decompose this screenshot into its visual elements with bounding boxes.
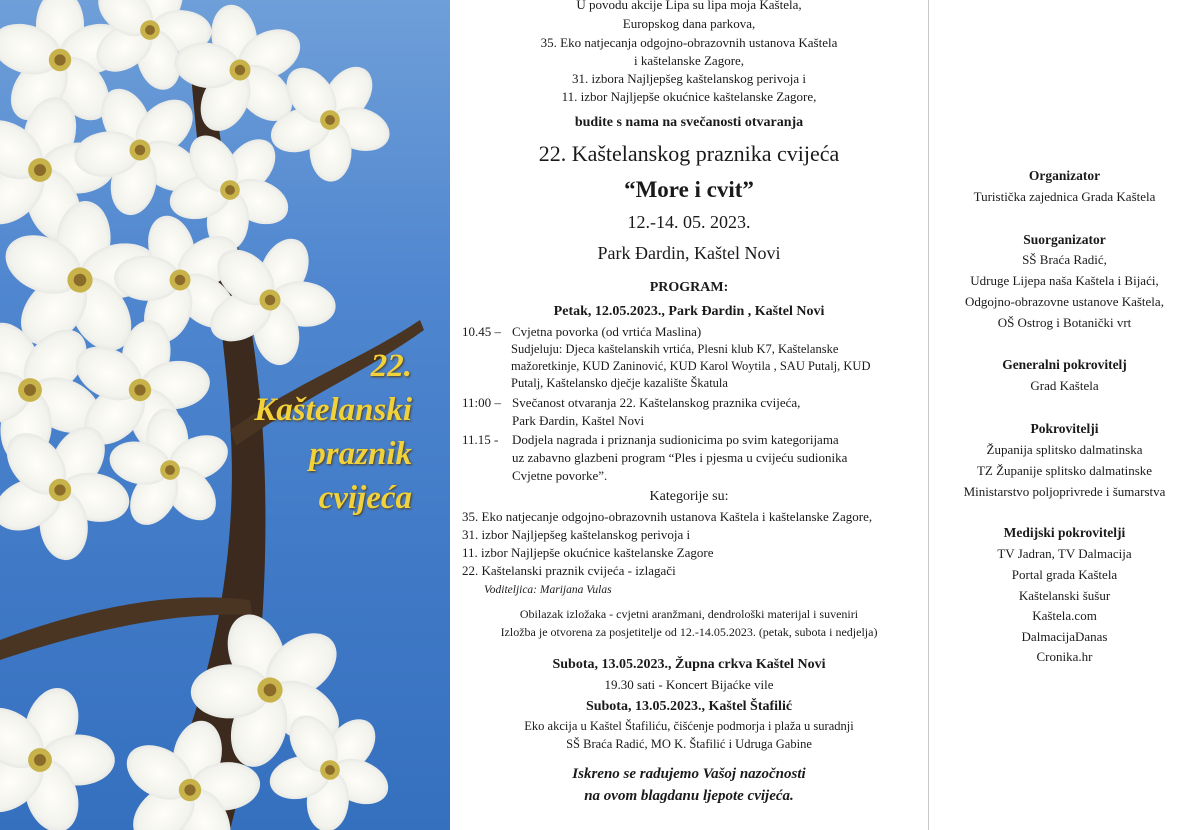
exhibition-line: Obilazak izložaka - cvjetni aranžmani, dendrološki materijal i suveniri: [519, 607, 859, 621]
column-divider: [928, 0, 929, 830]
patrons-heading: Pokrovitelji: [1030, 421, 1099, 436]
time-label: 11:00 –: [462, 395, 501, 410]
co-organizer-name: OŠ Ostrog i Botanički vrt: [997, 315, 1132, 330]
program-item: Svečanost otvaranja 22. Kaštelanskog praznika cvijeća,: [512, 395, 801, 410]
intro-line: U povodu akcije Lipa su lipa moja Kaštela,: [576, 0, 802, 12]
day1-heading: Petak, 12.05.2023., Park Đardin , Kaštel Novi: [553, 304, 825, 319]
category-item: 11. izbor Najljepše okućnice kaštelanske Zagore: [462, 545, 714, 560]
patron-name: Ministarstvo poljoprivrede i šumarstva: [963, 484, 1166, 499]
program-item: mažoretkinje, KUD Zaninović, KUD Karol Woytila , SAU Putalj, KUD: [511, 359, 871, 373]
media-sponsor: Kaštela.com: [1032, 608, 1097, 623]
day3-heading: Subota, 13.05.2023., Kaštel Štafilić: [585, 699, 793, 714]
poster-title-line: cvijeća: [318, 480, 412, 516]
event-dates: 12.-14. 05. 2023.: [627, 212, 751, 232]
co-organizer-heading: Suorganizator: [1023, 232, 1106, 247]
program-item: Sudjeluju: Djeca kaštelanskih vrtića, Plesni klub K7, Kaštelanske: [511, 342, 839, 356]
day3-line: Eko akcija u Kaštel Štafiliću, čišćenje podmorja i plaža u suradnji: [524, 719, 854, 733]
media-heading: Medijski pokrovitelji: [1003, 525, 1126, 540]
intro-line: 31. izbora Najljepšeg kaštelanskog perivoja i: [572, 71, 806, 86]
program-item: Dodjela nagrada i priznanja sudionicima po svim kategorijama: [512, 432, 839, 447]
co-organizer-name: SŠ Braća Radić,: [1022, 252, 1107, 267]
day2-heading: Subota, 13.05.2023., Župna crkva Kaštel Novi: [552, 657, 826, 672]
program-item: Putalj, Kaštelansko dječje kazalište Škatula: [511, 376, 728, 390]
program-item: Park Đardin, Kaštel Novi: [512, 413, 645, 428]
program-item: Cvjetna povorka (od vrtića Maslina): [512, 324, 702, 339]
categories-heading: Kategorije su:: [649, 489, 729, 504]
host-credit: Voditeljica: Marijana Vulas: [484, 584, 612, 596]
intro-line: 35. Eko natjecanja odgojno-obrazovnih ustanova Kaštela: [540, 35, 838, 50]
exhibition-line: Izložba je otvorena za posjetitelje od 12.-14.05.2023. (petak, subota i nedjelja): [500, 625, 878, 639]
intro-line: i kaštelanske Zagore,: [633, 53, 745, 68]
category-item: 31. izbor Najljepšeg kaštelanskog perivoja i: [462, 527, 691, 542]
event-motto: “More i cvit”: [624, 177, 754, 202]
invite-text: budite s nama na svečanosti otvaranja: [574, 115, 804, 130]
closing-line: Iskreno se radujemo Vašoj nazočnosti: [572, 766, 806, 782]
general-patron-name: Grad Kaštela: [1030, 378, 1099, 393]
organizer-heading: Organizator: [1028, 168, 1101, 183]
media-sponsor: DalmacijaDanas: [1021, 629, 1108, 644]
intro-line: Europskog dana parkova,: [622, 16, 756, 31]
general-patron-heading: Generalni pokrovitelj: [1002, 357, 1127, 372]
organizer-name: Turistička zajednica Grada Kaštela: [973, 189, 1156, 204]
poster-title-line: 22.: [370, 348, 412, 384]
time-label: 11.15 -: [462, 432, 499, 447]
closing-line: na ovom blagdanu ljepote cvijeća.: [584, 788, 794, 804]
time-label: 10.45 –: [462, 324, 501, 339]
day3-line: SŠ Braća Radić, MO K. Štafilić i Udruga Gabine: [566, 737, 812, 751]
day2-line: 19.30 sati - Koncert Bijaćke vile: [604, 677, 774, 692]
co-organizer-name: Odgojno-obrazovne ustanove Kaštela,: [965, 294, 1164, 309]
media-sponsor: Cronika.hr: [1036, 649, 1093, 664]
event-name: 22. Kaštelanskog praznika cvijeća: [538, 141, 840, 166]
sponsors-column: [930, 0, 1199, 830]
patron-name: TZ Županije splitsko dalmatinske: [976, 463, 1153, 478]
poster-title-line: praznik: [309, 436, 412, 472]
media-sponsor: TV Jadran, TV Dalmacija: [997, 546, 1132, 561]
co-organizer-name: Udruge Lijepa naša Kaštela i Bijaći,: [970, 273, 1159, 288]
program-item: Cvjetne povorke”.: [512, 468, 608, 483]
media-sponsor: Portal grada Kaštela: [1011, 567, 1118, 582]
media-sponsor: Kaštelanski šušur: [1018, 588, 1111, 603]
patron-name: Županija splitsko dalmatinska: [986, 442, 1143, 457]
program-heading: PROGRAM:: [649, 280, 729, 295]
program-column: [452, 0, 926, 830]
category-item: 22. Kaštelanski praznik cvijeća - izlagači: [462, 563, 676, 578]
intro-line: 11. izbor Najljepše okućnice kaštelanske Zagore,: [561, 89, 817, 104]
blossom-photo: [0, 0, 450, 830]
poster-title-line: Kaštelanski: [254, 392, 412, 428]
program-item: uz zabavno glazbeni program “Ples i pjesma u cvijeću sudionika: [512, 450, 848, 465]
category-item: 35. Eko natjecanje odgojno-obrazovnih ustanova Kaštela i kaštelanske Zagore,: [462, 509, 873, 524]
event-place: Park Đardin, Kaštel Novi: [597, 243, 781, 263]
